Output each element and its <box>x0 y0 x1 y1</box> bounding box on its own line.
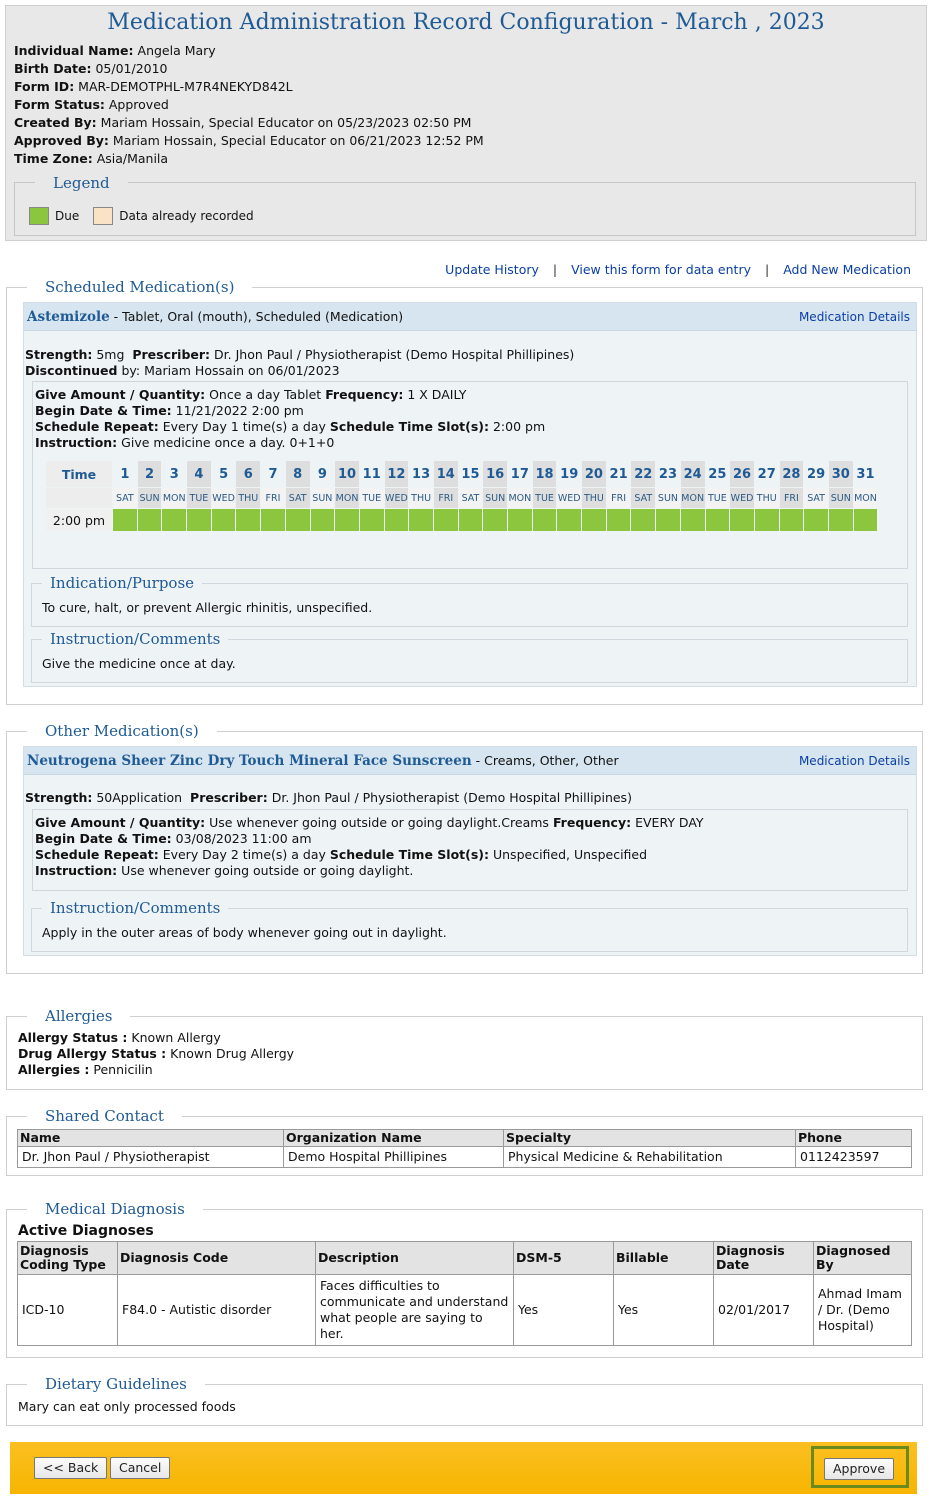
due-slot-cell[interactable] <box>804 509 828 531</box>
day-header: 20 <box>582 461 606 487</box>
back-button[interactable]: << Back <box>34 1457 107 1479</box>
day-header: 9 <box>317 466 327 482</box>
weekday-label: TUE <box>533 488 557 508</box>
weekday-label: WED <box>557 488 581 508</box>
day-header: 3 <box>169 466 179 482</box>
weekday-label: TUE <box>360 488 384 508</box>
weekday-label: MON <box>162 488 186 508</box>
weekday-label: MON <box>681 488 705 508</box>
administration-details: Give Amount / Quantity: Use whenever going outside or going daylight.Creams Frequency: EVERY DAY Begin Date & Time: 03/08/2023 11:00 am Schedule Repeat: Every Day 2 time(s) a day Schedule Time Slot(s): Unspecified, Unspecified Instruction: Use whenever going outside or going daylight. <box>32 809 908 891</box>
column-header: Name <box>18 1130 284 1147</box>
page-title: Medication Administration Record Configuration - March , 2023 <box>107 10 825 35</box>
comments-title: Instruction/Comments <box>42 899 228 917</box>
medication-name[interactable]: Astemizole <box>27 309 110 325</box>
due-slot-cell[interactable] <box>311 509 335 531</box>
due-slot-cell[interactable] <box>434 509 458 531</box>
medication-form: - Creams, Other, Other <box>471 753 619 768</box>
legend-title: Legend <box>35 174 128 192</box>
day-header: 2 <box>138 461 162 487</box>
column-header: Specialty <box>504 1130 796 1147</box>
column-header: Diagnosed By <box>814 1242 912 1275</box>
due-slot-cell[interactable] <box>187 509 211 531</box>
day-header: 6 <box>236 461 260 487</box>
administration-details: Give Amount / Quantity: Once a day Tablet Frequency: 1 X DAILY Begin Date & Time: 11/21/2022 2:00 pm Schedule Repeat: Every Day 1 time(s) a day Schedule Time Slot(s): 2:00 pm Instruction: Give medicine once a day. 0+1+0 Time 1 2 3 4 5 6 7 8 9 10 11 12 13 14 15 16 17 18 19 20 21 22 23 24 25 26 27 28 29 30 31 SAT SUN MON TUE WED THU FRI SAT SUN MON TUE WED THU FRI SAT SUN MON TUE WED THU FRI SAT SUN MON TUE WED THU FRI SAT SUN MON 2:00 pm <box>32 381 908 569</box>
due-slot-cell[interactable] <box>162 509 186 531</box>
due-slot-cell[interactable] <box>138 509 162 531</box>
medication-details-link[interactable]: Medication Details <box>798 310 910 324</box>
individual-info <box>14 42 484 168</box>
column-header: DSM-5 <box>514 1242 614 1275</box>
weekday-label: SAT <box>113 488 137 508</box>
weekday-label: SAT <box>631 488 655 508</box>
table-row: ICD-10 F84.0 - Autistic disorder Faces difficulties to communicate and understand what people are saying to her. Yes Yes 02/01/2017 Ahmad Imam / Dr. (Demo Hospital) <box>18 1275 912 1346</box>
approve-button[interactable]: Approve <box>824 1458 894 1480</box>
weekday-label: FRI <box>434 488 458 508</box>
indication-text: To cure, halt, or prevent Allergic rhinitis, unspecified. <box>42 600 373 615</box>
day-header: 18 <box>533 461 557 487</box>
medication-form: - Tablet, Oral (mouth), Scheduled (Medication) <box>109 309 404 324</box>
approve-highlight <box>811 1446 909 1488</box>
medication-name[interactable]: Neutrogena Sheer Zinc Dry Touch Mineral Face Sunscreen <box>27 753 472 769</box>
due-slot-cell[interactable] <box>212 509 236 531</box>
due-slot-cell[interactable] <box>261 509 285 531</box>
due-slot-cell[interactable] <box>533 509 557 531</box>
comments-text: Give the medicine once at day. <box>42 656 236 671</box>
info-row: Approved By: Mariam Hossain, Special Educator on 06/21/2023 12:52 PM <box>14 133 484 148</box>
allergies-section <box>6 1007 923 1090</box>
action-links: Update History | View this form for data entry | Add New Medication <box>445 262 911 277</box>
due-slot-cell[interactable] <box>780 509 804 531</box>
weekday-label: TUE <box>706 488 730 508</box>
day-header: 1 <box>120 466 130 482</box>
schedule-grid <box>45 460 878 532</box>
due-slot-cell[interactable] <box>360 509 384 531</box>
medical-diagnosis-section <box>6 1200 923 1358</box>
weekday-label: SUN <box>829 488 853 508</box>
day-header: 13 <box>412 466 431 482</box>
weekday-label: THU <box>236 488 260 508</box>
day-header: 14 <box>434 461 458 487</box>
day-header: 28 <box>780 461 804 487</box>
comments-title: Instruction/Comments <box>42 630 228 648</box>
due-slot-cell[interactable] <box>508 509 532 531</box>
shared-contact-section <box>6 1107 923 1176</box>
column-header: Billable <box>614 1242 714 1275</box>
due-slot-cell[interactable] <box>236 509 260 531</box>
weekday-label: SAT <box>804 488 828 508</box>
section-title: Allergies <box>27 1007 130 1025</box>
due-slot-cell[interactable] <box>483 509 507 531</box>
medication-card <box>23 302 917 687</box>
section-title: Shared Contact <box>27 1107 182 1125</box>
day-header: 27 <box>757 466 776 482</box>
day-header: 19 <box>560 466 579 482</box>
update-history-link[interactable]: Update History <box>445 262 539 277</box>
day-header: 29 <box>807 466 826 482</box>
info-row: Individual Name: Angela Mary <box>14 43 216 58</box>
day-header: 30 <box>829 461 853 487</box>
recorded-label: Data already recorded <box>119 209 254 223</box>
weekday-label: MON <box>335 488 359 508</box>
contact-table <box>17 1129 912 1168</box>
due-slot-cell[interactable] <box>854 509 878 531</box>
other-medications-section <box>6 722 923 974</box>
day-header: 16 <box>483 461 507 487</box>
day-header: 15 <box>461 466 480 482</box>
due-slot-cell[interactable] <box>582 509 606 531</box>
cancel-button[interactable]: Cancel <box>110 1457 170 1479</box>
table-row: Dr. Jhon Paul / Physiotherapist Demo Hospital Phillipines Physical Medicine & Rehabilitation 0112423597 <box>18 1147 912 1168</box>
info-row: Form ID: MAR-DEMOTPHL-M7R4NEKYD842L <box>14 79 293 94</box>
weekday-label: TUE <box>187 488 211 508</box>
due-slot-cell[interactable] <box>755 509 779 531</box>
due-slot-cell[interactable] <box>631 509 655 531</box>
day-header: 25 <box>708 466 727 482</box>
weekday-label: SUN <box>656 488 680 508</box>
column-header: Diagnosis Code <box>118 1242 316 1275</box>
info-row: Birth Date: 05/01/2010 <box>14 61 168 76</box>
weekday-label: SUN <box>138 488 162 508</box>
time-slot-label: 2:00 pm <box>46 509 112 531</box>
medication-summary: Strength: 5mg Prescriber: Dr. Jhon Paul / Physiotherapist (Demo Hospital Phillipines) Discontinued by: Mariam Hossain on 06/01/2023 <box>25 347 575 378</box>
medication-card <box>23 746 917 956</box>
allergy-info: Allergy Status : Known Allergy Drug Allergy Status : Known Drug Allergy Allergies : Pennicilin <box>18 1030 295 1077</box>
weekday-label: THU <box>409 488 433 508</box>
due-label: Due <box>55 209 80 223</box>
medication-header <box>24 303 916 331</box>
weekday-label: WED <box>730 488 754 508</box>
day-header: 21 <box>609 466 628 482</box>
day-header: 8 <box>286 461 310 487</box>
dietary-guidelines-section <box>6 1375 923 1426</box>
weekday-label: WED <box>212 488 236 508</box>
due-slot-cell[interactable] <box>459 509 483 531</box>
due-slot-cell[interactable] <box>385 509 409 531</box>
recorded-swatch <box>93 207 113 225</box>
due-slot-cell[interactable] <box>656 509 680 531</box>
time-header: Time <box>46 461 112 487</box>
weekday-label: THU <box>582 488 606 508</box>
form-header <box>5 5 927 241</box>
due-slot-cell[interactable] <box>409 509 433 531</box>
weekday-label: MON <box>854 488 878 508</box>
medication-header <box>24 747 916 775</box>
due-slot-cell[interactable] <box>113 509 137 531</box>
due-slot-cell[interactable] <box>335 509 359 531</box>
section-title: Scheduled Medication(s) <box>27 278 252 296</box>
add-medication-link[interactable]: Add New Medication <box>783 262 911 277</box>
view-form-link[interactable]: View this form for data entry <box>571 262 751 277</box>
weekday-label: WED <box>385 488 409 508</box>
column-header: Diagnosis Date <box>714 1242 814 1275</box>
section-title: Medical Diagnosis <box>27 1200 203 1218</box>
day-header: 10 <box>335 461 359 487</box>
column-header: Organization Name <box>284 1130 504 1147</box>
weekday-label: FRI <box>607 488 631 508</box>
day-header: 5 <box>219 466 229 482</box>
weekday-label: MON <box>508 488 532 508</box>
day-header: 23 <box>658 466 678 482</box>
day-header: 31 <box>856 466 875 482</box>
dietary-text: Mary can eat only processed foods <box>18 1399 236 1414</box>
section-title: Dietary Guidelines <box>27 1375 205 1393</box>
day-header: 26 <box>730 461 754 487</box>
column-header: Description <box>316 1242 514 1275</box>
indication-title: Indication/Purpose <box>42 574 202 592</box>
comments-text: Apply in the outer areas of body whenever going out in daylight. <box>42 925 447 940</box>
legend-items <box>29 207 254 225</box>
section-title: Other Medication(s) <box>27 722 217 740</box>
weekday-label: SAT <box>459 488 483 508</box>
active-diagnoses-title: Active Diagnoses <box>18 1223 154 1239</box>
day-header: 4 <box>187 461 211 487</box>
diagnosis-table <box>17 1241 912 1346</box>
due-slot-cell[interactable] <box>286 509 310 531</box>
day-header: 11 <box>362 466 381 482</box>
scheduled-medications-section <box>6 278 923 705</box>
day-header: 24 <box>681 461 705 487</box>
comments-fieldset <box>31 630 908 683</box>
day-header: 22 <box>631 461 655 487</box>
due-swatch <box>29 207 49 225</box>
due-slot-cell[interactable] <box>607 509 631 531</box>
due-slot-cell[interactable] <box>829 509 853 531</box>
weekday-label: SUN <box>483 488 507 508</box>
info-row: Form Status: Approved <box>14 97 169 112</box>
indication-fieldset <box>31 574 908 627</box>
weekday-label: FRI <box>261 488 285 508</box>
column-header: Phone <box>796 1130 912 1147</box>
due-slot-cell[interactable] <box>730 509 754 531</box>
weekday-label: SUN <box>311 488 335 508</box>
weekday-label: SAT <box>286 488 310 508</box>
due-slot-cell[interactable] <box>706 509 730 531</box>
weekday-label: THU <box>755 488 779 508</box>
due-slot-cell[interactable] <box>557 509 581 531</box>
due-slot-cell[interactable] <box>681 509 705 531</box>
day-header: 17 <box>510 466 529 482</box>
comments-fieldset <box>31 899 908 952</box>
medication-summary: Strength: 50Application Prescriber: Dr. Jhon Paul / Physiotherapist (Demo Hospital Phillipines) <box>25 790 632 805</box>
day-header: 12 <box>385 461 409 487</box>
info-row: Created By: Mariam Hossain, Special Educator on 05/23/2023 02:50 PM <box>14 115 472 130</box>
day-header: 7 <box>268 466 278 482</box>
legend <box>14 174 916 236</box>
medication-details-link[interactable]: Medication Details <box>798 754 910 768</box>
column-header: Diagnosis Coding Type <box>18 1242 118 1275</box>
action-bar <box>10 1442 917 1494</box>
info-row: Time Zone: Asia/Manila <box>14 151 169 166</box>
weekday-label: FRI <box>780 488 804 508</box>
